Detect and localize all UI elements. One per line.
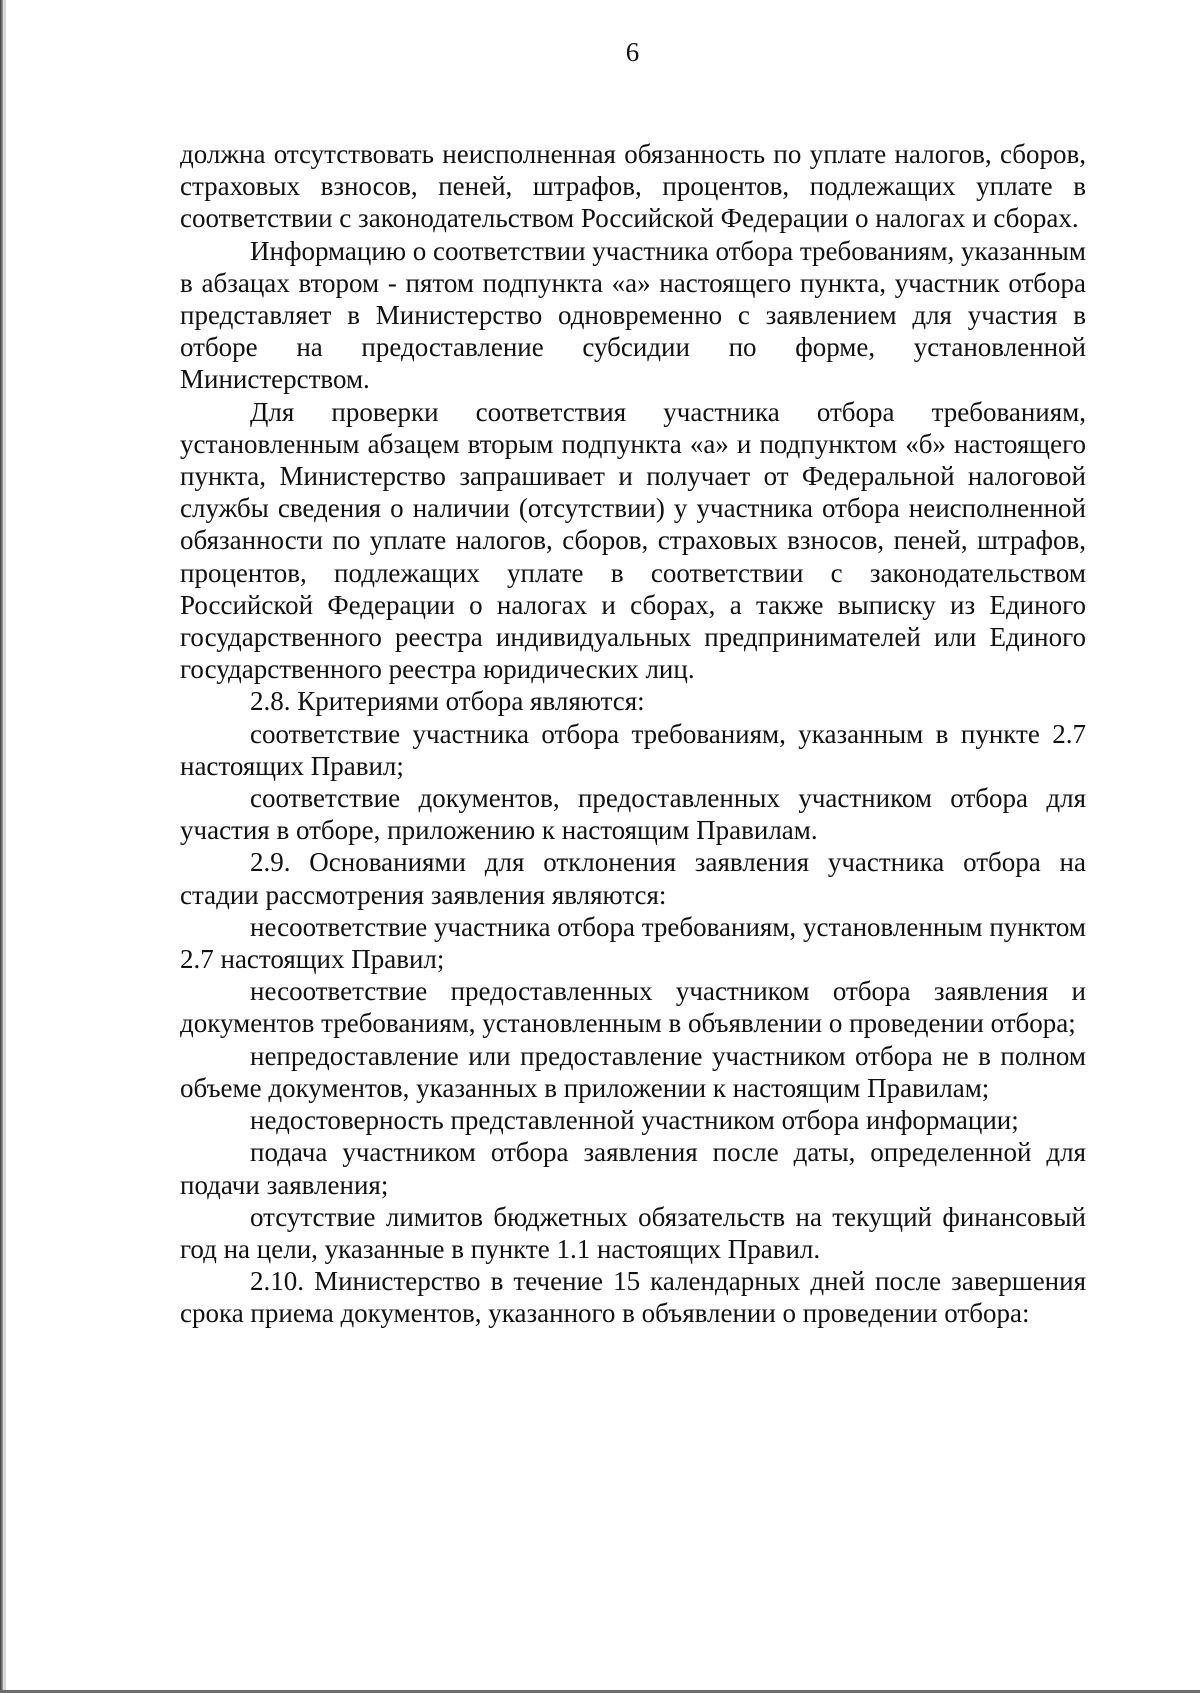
paragraph-criterion-2: соответствие документов, предоставленных участником отбора для участия в отборе, приложению к настоящим Правилам.	[180, 783, 1086, 846]
document-body	[180, 138, 1086, 1330]
paragraph-section-2-9: 2.9. Основаниями для отклонения заявления участника отбора на стадии рассмотрения заявления являются:	[180, 847, 1086, 910]
paragraph-criterion-1: соответствие участника отбора требованиям, указанным в пункте 2.7 настоящих Правил;	[180, 718, 1086, 781]
paragraph-rejection-4: недостоверность представленной участником отбора информации;	[250, 1105, 1019, 1136]
paragraph-rejection-3: непредоставление или предоставление участником отбора не в полном объеме документов, указанных в приложении к настоящим Правилам;	[180, 1040, 1086, 1103]
paragraph-rejection-2: несоответствие предоставленных участником отбора заявления и документов требованиям, установленным в объявлении о проведении отбора;	[180, 976, 1086, 1039]
paragraph-section-2-10: 2.10. Министерство в течение 15 календарных дней после завершения срока приема документов, указанного в объявлении о проведении отбора:	[180, 1266, 1086, 1329]
paragraph-continuation: должна отсутствовать неисполненная обязанность по уплате налогов, сборов, страховых взносов, пеней, штрафов, процентов, подлежащих уплате в соответствии с законодательством Российской Федерации о налогах и сборах.	[180, 139, 1086, 234]
paragraph-rejection-1: несоответствие участника отбора требованиям, установленным пунктом 2.7 настоящих Правил;	[180, 911, 1086, 975]
paragraph-rejection-6: отсутствие лимитов бюджетных обязательств на текущий финансовый год на цели, указанные в пункте 1.1 настоящих Правил.	[180, 1201, 1086, 1264]
paragraph-information: Информацию о соответствии участника отбора требованиям, указанным в абзацах втором - пятом подпункта «а» настоящего пункта, участник отбора представляет в Министерство одновременно с заявлением для участия в отборе на предоставление субсидии по форме, установленной Министерством.	[180, 235, 1086, 395]
page-number: 6	[625, 37, 640, 67]
scan-border-left-shade	[4, 0, 6, 1693]
paragraph-section-2-8: 2.8. Критериями отбора являются:	[250, 686, 645, 717]
paragraph-verification: Для проверки соответствия участника отбора требованиям, установленным абзацем вторым подпункта «а» и подпунктом «б» настоящего пункта, Министерство запрашивает и получает от Федеральной налоговой службы сведения о наличии (отсутствии) у участника отбора неисполненной обязанности по уплате налогов, сборов, страховых взносов, пеней, штрафов, процентов, подлежащих уплате в соответствии с законодательством Российской Федерации о налогах и сборах, а также выписку из Единого государственного реестра индивидуальных предпринимателей или Единого государственного реестра юридических лиц.	[180, 396, 1086, 685]
paragraph-rejection-5: подача участником отбора заявления после даты, определенной для подачи заявления;	[180, 1137, 1086, 1200]
